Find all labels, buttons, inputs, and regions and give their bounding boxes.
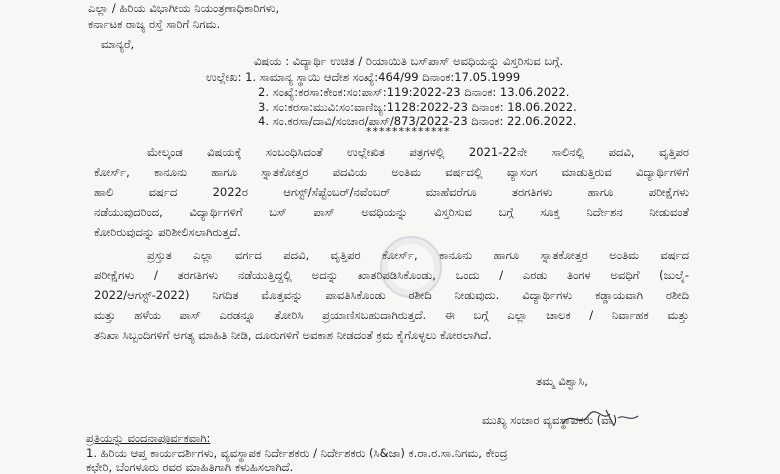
reference-1: ಉಲ್ಲೇಖ: 1. ಸಾಮಾನ್ಯ ಸ್ಥಾಯಿ ಆದೇಶ ಸಂಖ್ಯೆ:464/99 ದಿನಾಂಕ:17.05.1999 (206, 70, 521, 84)
addressee-line-2: ಕರ್ನಾಟಕ ರಾಜ್ಯ ರಸ್ತೆ ಸಾರಿಗೆ ನಿಗಮ. (88, 17, 221, 31)
separator: ************* (366, 125, 451, 138)
copy-line-2: ಕಛೇರಿ, ಬೆಂಗಳೂರು ರವರ ಮಾಹಿತಿಗಾಗಿ ಕಳುಹಿಸಲಾಗಿದೆ. (86, 460, 294, 474)
reference-4: 4. ಸಂ.ಕರಸಾ/ದಾವಿ/ಸಂಚಾರ/ಪಾಸ್/873/2022-23 ದಿನಾಂಕ: 22.06.2022. (258, 114, 577, 128)
para2-line-3: 2022/ಆಗಸ್ಟ್-2022) ನಿಗದಿತ ಮೊತ್ತವನ್ನು ಪಾವತಿಸಿಕೊಂಡು ರಶೀದಿ ನೀಡುವುದು. ವಿದ್ಯಾರ್ಥಿಗಳು ಕಡ್ಡಾಯವಾಗಿ ರಶೀದಿ (94, 288, 689, 302)
para1-line-3: ಹಾಲಿ ವರ್ಷದ 2022ರ ಆಗಸ್ಟ್/ಸೆಪ್ಟೆಂಬರ್/ನವೆಂಬರ್ ಮಾಹೆವರೆಗೂ ತರಗತಿಗಳು ಹಾಗೂ ಪರೀಕ್ಷೆಗಳು (94, 185, 689, 199)
copies-heading: ಪ್ರತಿಯನ್ನು ವಂದನಾಪೂರ್ವಕವಾಗಿ: (86, 431, 211, 445)
para1-line-2: ಕೋರ್ಸ್, ಕಾನೂನು ಹಾಗೂ ಸ್ನಾತಕೋತ್ತರ ಪದವಿಯ ಅಂತಿಮ ವರ್ಷದಲ್ಲಿ ವ್ಯಾಸಂಗ ಮಾಡುತ್ತಿರುವ ವಿದ್ಯಾರ್ಥಿಗಳಿಗೆ (94, 165, 689, 179)
signatory: ಮುಖ್ಯ ಸಂಚಾರ ವ್ಯವಸ್ಥಾಪಕರು (ವಾ) (482, 413, 618, 427)
para2-line-2: ಪರೀಕ್ಷೆಗಳು / ತರಗತಿಗಳು ನಡೆಯುತ್ತಿದ್ದಲ್ಲಿ ಅದನ್ನು ಖಾತರಿಪಡಿಸಿಕೊಂಡು, ಒಂದು / ಎರಡು ತಿಂಗಳ ಅವಧಿಗೆ (ಜುಲೈ- (94, 268, 689, 282)
reference-3: 3. ಸಂ:ಕರಸಾ:ಮುವಿ:ಸಂ:ವಾಣಿಜ್ಯ:1128:2022-23 ದಿನಾಂಕ: 18.06.2022. (258, 100, 577, 114)
para2-line-1: ಪ್ರಸ್ತುತ ಎಲ್ಲಾ ವರ್ಗದ ಪದವಿ, ವೃತ್ತಿಪರ ಕೋರ್ಸ್, ಕಾನೂನು ಹಾಗೂ ಸ್ನಾತಕೋತ್ತರ ಅಂತಿಮ ವರ್ಷದ (147, 248, 689, 262)
subject-line: ವಿಷಯ : ವಿದ್ಯಾರ್ಥಿ ಉಚಿತ / ರಿಯಾಯಿತಿ ಬಸ್‌ಪಾಸ್ ಅವಧಿಯನ್ನು ವಿಸ್ತರಿಸುವ ಬಗ್ಗೆ. (254, 54, 564, 68)
copy-line-1: 1. ಹಿರಿಯ ಆಪ್ತ ಕಾರ್ಯದರ್ಶಿಗಳು, ವ್ಯವಸ್ಥಾಪಕ ನಿರ್ದೇಶಕರು / ನಿರ್ದೇಶಕರು (ಸಿ&ಜಾ) ಕ.ರಾ.ರ.ಸಾ.ನಿಗಮ, ಕೇಂದ್ರ (86, 446, 508, 460)
para2-line-5: ತನಿಖಾ ಸಿಬ್ಬಂದಿಗಳಿಗೆ ಅಗತ್ಯ ಮಾಹಿತಿ ನೀಡಿ, ದೂರುಗಳಿಗೆ ಅವಕಾಶ ನೀಡದಂತೆ ಕ್ರಮ ಕೈಗೊಳ್ಳಲು ಕೋರಲಾಗಿದೆ. (94, 328, 492, 342)
salutation: ಮಾನ್ಯರೆ, (101, 37, 135, 51)
closing: ತಮ್ಮ ವಿಶ್ವಾಸಿ, (536, 374, 588, 388)
addressee-line-1: ಎಲ್ಲಾ / ಹಿರಿಯ ವಿಭಾಗೀಯ ನಿಯಂತ್ರಣಾಧಿಕಾರಿಗಳು, (88, 1, 280, 15)
para1-line-5: ಕೋರಿರುವುದನ್ನು ಪರಿಶೀಲಿಸಲಾಗಿರುತ್ತದೆ. (94, 225, 241, 239)
para1-line-1: ಮೇಲ್ಕಂಡ ವಿಷಯಕ್ಕೆ ಸಂಬಂಧಿಸಿದಂತೆ ಉಲ್ಲೇಖಿತ ಪತ್ರಗಳಲ್ಲಿ 2021-22ನೇ ಸಾಲಿನಲ್ಲಿ ಪದವಿ, ವೃತ್ತಿಪರ (147, 145, 689, 159)
para1-line-4: ನಡೆಯುವುದರಿಂದ, ವಿದ್ಯಾರ್ಥಿಗಳಿಗೆ ಬಸ್ ಪಾಸ್ ಅವಧಿಯನ್ನು ವಿಸ್ತರಿಸುವ ಬಗ್ಗೆ ಸೂಕ್ತ ನಿರ್ದೇಶನ ನೀಡುವಂತೆ (94, 205, 689, 219)
reference-2: 2. ಸಂಖ್ಯೆ:ಕರಸಾ:ಕೇಂಕ:ಸಂ:ಪಾಸ್:119:2022-23 ದಿನಾಂಕ: 13.06.2022. (258, 85, 570, 99)
para2-line-4: ಮತ್ತು ಹಳೆಯ ಪಾಸ್ ಎರಡನ್ನೂ ತೋರಿಸಿ ಪ್ರಯಾಣಿಸಬಹುದಾಗಿರುತ್ತದೆ. ಈ ಬಗ್ಗೆ ಎಲ್ಲಾ ಚಾಲಕ / ನಿರ್ವಾಹಕ ಮತ್ತು (94, 308, 689, 322)
